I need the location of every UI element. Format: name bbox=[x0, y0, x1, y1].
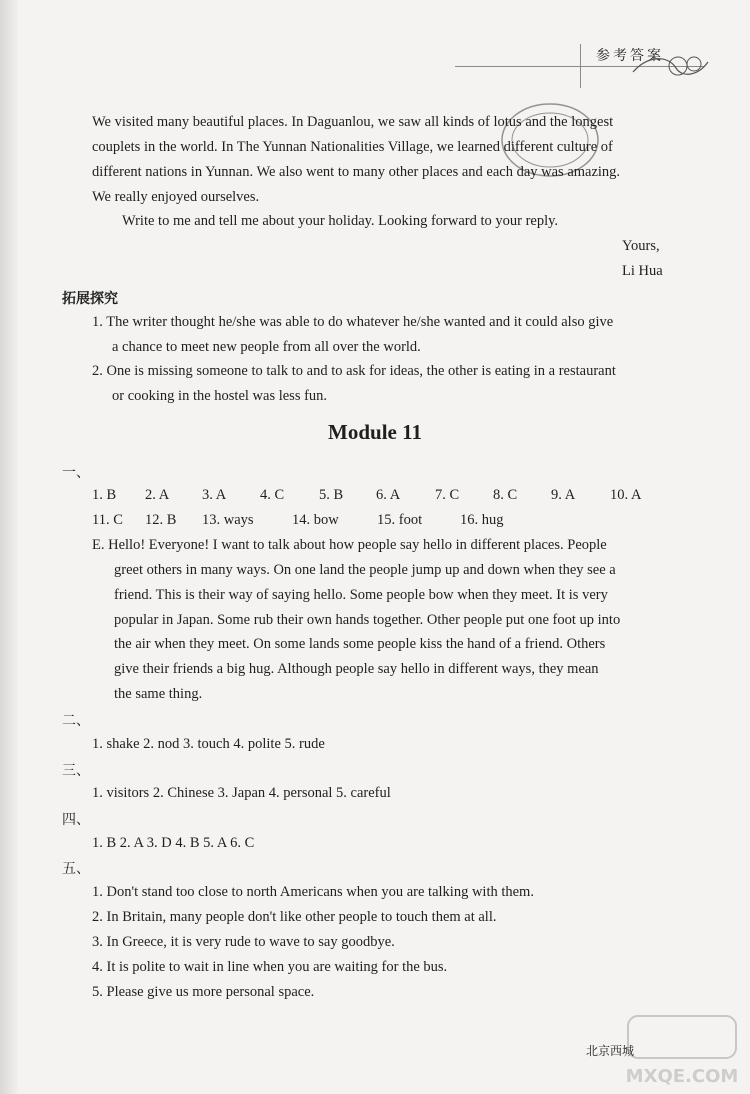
letter-line-2: couplets in the world. In The Yunnan Nationalities Village, we learned different culture of bbox=[92, 139, 613, 155]
section-4-label: 四、 bbox=[62, 812, 90, 828]
passage-line-4: popular in Japan. Some rub their own hands together. Other people put one foot up into bbox=[114, 612, 621, 628]
page-edge-shadow bbox=[0, 0, 18, 1094]
passage-line-7: the same thing. bbox=[114, 686, 203, 702]
extension-item-2-cont: or cooking in the hostel was less fun. bbox=[112, 388, 328, 404]
answer: 13. ways bbox=[202, 512, 254, 528]
extension-item-1: 1. The writer thought he/she was able to do whatever he/she wanted and it could also give bbox=[92, 314, 614, 330]
letter-closing: Yours, bbox=[622, 238, 660, 254]
extension-item-2: 2. One is missing someone to talk to and to ask for ideas, the other is eating in a restaurant bbox=[92, 363, 616, 379]
section-1-label: 一、 bbox=[62, 465, 90, 481]
section-3-answers: 1. visitors 2. Chinese 3. Japan 4. personal 5. careful bbox=[92, 785, 391, 801]
module-title: Module 11 bbox=[328, 420, 422, 444]
section-4-answers: 1. B 2. A 3. D 4. B 5. A 6. C bbox=[92, 835, 255, 851]
answer: 6. A bbox=[376, 487, 401, 503]
passage-line-3: friend. This is their way of saying hello. Some people bow when they meet. It is very bbox=[114, 587, 608, 603]
extension-item-1-cont: a chance to meet new people from all over the world. bbox=[112, 339, 421, 355]
section-5-item-5: 5. Please give us more personal space. bbox=[92, 984, 315, 1000]
answer: 9. A bbox=[551, 487, 576, 503]
letter-signature: Li Hua bbox=[622, 263, 663, 279]
passage-line-5: the air when they meet. On some lands some people kiss the hand of a friend. Others bbox=[114, 636, 606, 652]
section-5-item-3: 3. In Greece, it is very rude to wave to say goodbye. bbox=[92, 934, 395, 950]
section-5-label: 五、 bbox=[62, 861, 90, 877]
answer: 12. B bbox=[145, 512, 177, 528]
header-swirl-icon bbox=[628, 50, 718, 80]
section-5-item-2: 2. In Britain, many people don't like other people to touch them at all. bbox=[92, 909, 497, 925]
page-footer: 北京西城 bbox=[586, 1044, 635, 1058]
answer: 11. C bbox=[92, 512, 123, 528]
section-2-label: 二、 bbox=[62, 713, 90, 729]
answer: 2. A bbox=[145, 487, 170, 503]
passage-line-1: E. Hello! Everyone! I want to talk about how people say hello in different places. People bbox=[92, 537, 607, 553]
section-5-item-1: 1. Don't stand too close to north Americans when you are talking with them. bbox=[92, 884, 534, 900]
watermark-text: MXQE.COM bbox=[625, 1066, 739, 1087]
answer: 8. C bbox=[493, 487, 518, 503]
letter-line-5: Write to me and tell me about your holiday. Looking forward to your reply. bbox=[122, 213, 559, 229]
letter-line-3: different nations in Yunnan. We also went to many other places and each day was amazing. bbox=[92, 164, 621, 180]
answer: 15. foot bbox=[377, 512, 423, 528]
answer: 14. bow bbox=[292, 512, 339, 528]
section-5-item-4: 4. It is polite to wait in line when you are waiting for the bus. bbox=[92, 959, 448, 975]
answer: 7. C bbox=[435, 487, 460, 503]
section-2-answers: 1. shake 2. nod 3. touch 4. polite 5. rude bbox=[92, 736, 325, 752]
answer: 4. C bbox=[260, 487, 285, 503]
passage-line-2: greet others in many ways. On one land the people jump up and down when they see a bbox=[114, 562, 616, 578]
watermark-logo-icon bbox=[620, 1010, 745, 1090]
answer: 1. B bbox=[92, 487, 117, 503]
answer: 16. hug bbox=[460, 512, 504, 528]
extension-heading: 拓展探究 bbox=[62, 291, 118, 307]
section-3-label: 三、 bbox=[62, 763, 90, 779]
answer: 10. A bbox=[610, 487, 642, 503]
answer: 3. A bbox=[202, 487, 227, 503]
page-header-title: 参考答案 bbox=[596, 48, 664, 64]
letter-line-1: We visited many beautiful places. In Daguanlou, we saw all kinds of lotus and the longest bbox=[92, 114, 614, 130]
header-divider bbox=[580, 44, 581, 88]
answer: 5. B bbox=[319, 487, 344, 503]
letter-line-4: We really enjoyed ourselves. bbox=[92, 189, 260, 205]
passage-line-6: give their friends a big hug. Although people say hello in different ways, they mean bbox=[114, 661, 599, 677]
